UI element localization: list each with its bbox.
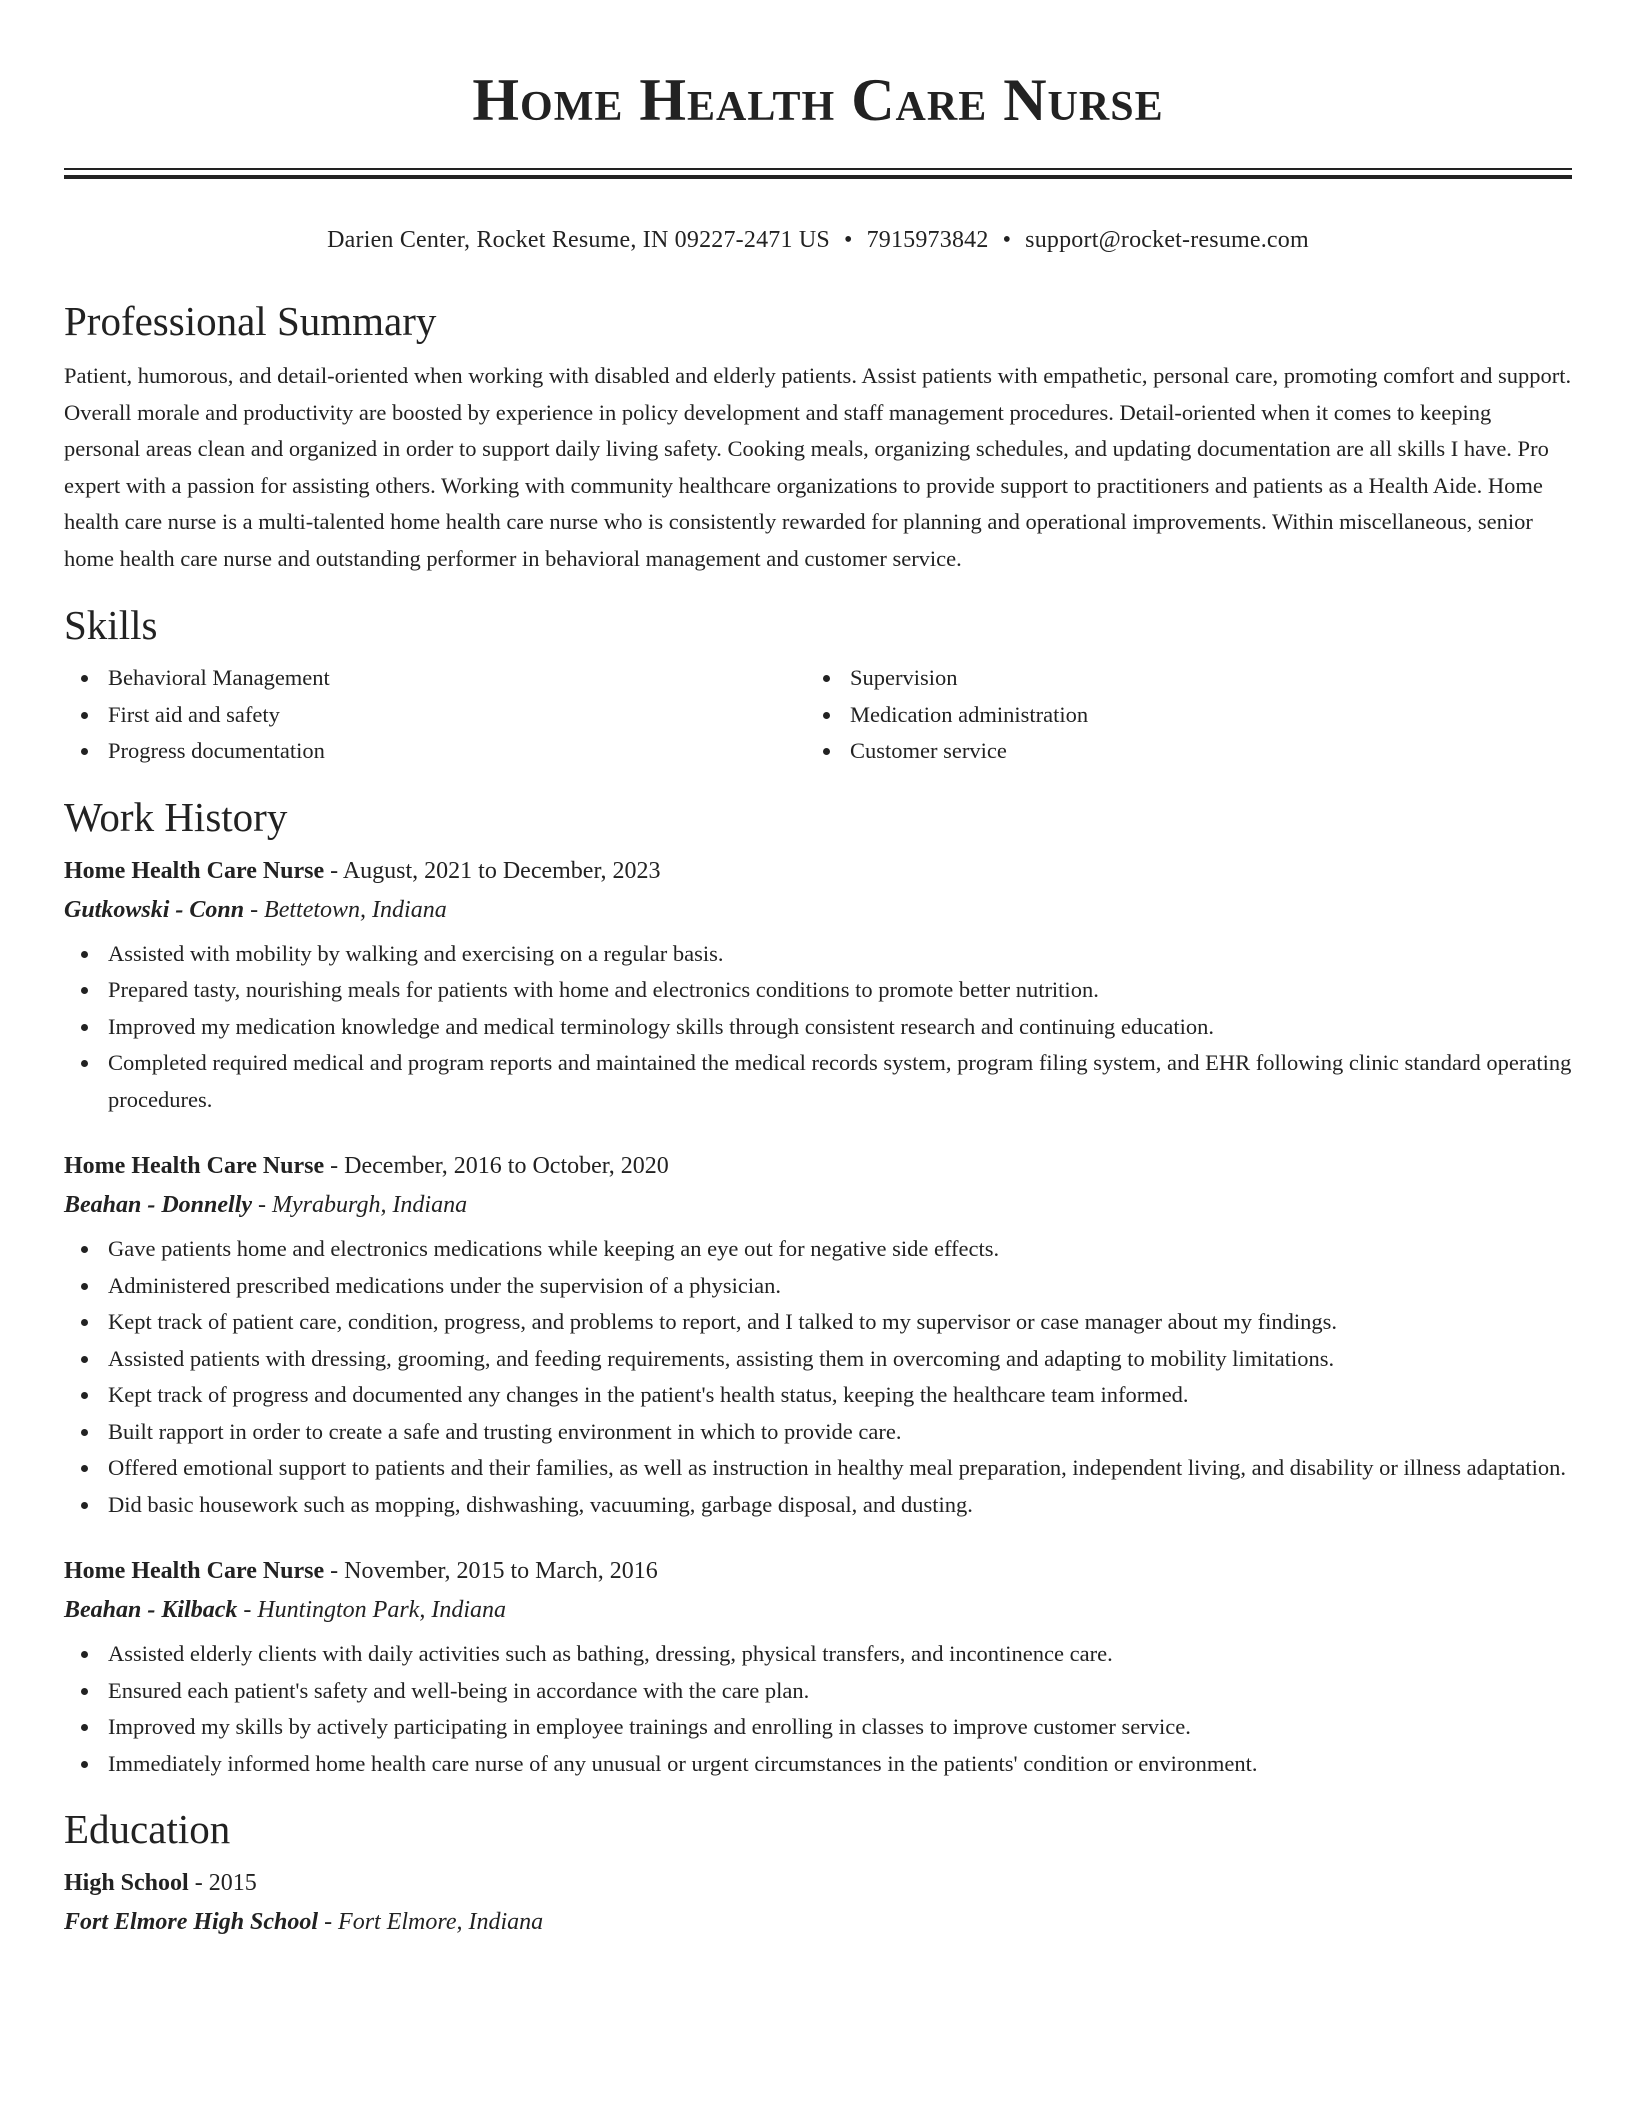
resume-page xyxy=(64,0,1572,1939)
education-entry xyxy=(64,1866,1572,1939)
skills-column-right xyxy=(806,660,1548,770)
education-degree: High School xyxy=(64,1870,189,1896)
education-heading: Education xyxy=(64,1806,231,1852)
job-company: Beahan - Donnelly xyxy=(64,1192,253,1218)
job-bullet: Prepared tasty, nourishing meals for patients with home and electronics conditions to promote better nutrition. xyxy=(64,972,1572,1009)
education-year: - 2015 xyxy=(188,1870,257,1896)
summary-heading: Professional Summary xyxy=(64,298,437,344)
job-bullet: Assisted with mobility by walking and exercising on a regular basis. xyxy=(64,936,1572,973)
job-title-line xyxy=(64,854,1572,888)
job-title: Home Health Care Nurse xyxy=(64,1558,325,1584)
resume-name: Home Health Care Nurse xyxy=(472,67,1164,133)
job-bullet: Offered emotional support to patients and their families, as well as instruction in healthy meal preparation, independent living, and disability or illness adaptation. xyxy=(64,1450,1572,1487)
work-heading: Work History xyxy=(64,793,288,840)
job-bullet: Assisted elderly clients with daily activities such as bathing, dressing, physical transfers, and incontinence care. xyxy=(64,1636,1572,1673)
job-entry xyxy=(64,1149,1572,1523)
summary-text: Patient, humorous, and detail-oriented when working with disabled and elderly patients. Assist patients with empathetic, personal care, promoting comfort and support. Overall morale and productivity are boosted by experience in policy development and staff management procedures. Detail-oriented when it comes to keeping personal areas clean and organized in order to support daily living safety. Cooking meals, organizing schedules, and updating documentation are all skills I have. Pro expert with a passion for assisting others. Working with community healthcare organizations to provide support to practitioners and patients as a Health Aide. Home health care nurse is a multi-talented home health care nurse who is consistently rewarded for planning and operational improvements. Within miscellaneous, senior home health care nurse and outstanding performer in behavioral management and customer service. xyxy=(64,363,1572,571)
job-dates: - August, 2021 to December, 2023 xyxy=(324,857,661,884)
job-location: - Bettetown, Indiana xyxy=(244,896,447,923)
skills-list xyxy=(64,660,1572,770)
job-bullet: Improved my skills by actively participating in employee trainings and enrolling in classes to improve customer service. xyxy=(64,1709,1572,1746)
job-title-line xyxy=(64,1554,1572,1588)
job-company: Gutkowski - Conn xyxy=(64,896,245,923)
job-bullet: Built rapport in order to create a safe and trusting environment in which to provide care. xyxy=(64,1414,1572,1451)
job-location: - Myraburgh, Indiana xyxy=(252,1192,468,1218)
skill-item: Progress documentation xyxy=(64,733,806,770)
job-bullets xyxy=(64,936,1572,1119)
education-location: - Fort Elmore, Indiana xyxy=(318,1909,544,1935)
job-bullets xyxy=(64,1636,1572,1782)
skill-item: Customer service xyxy=(806,733,1548,770)
job-bullet: Kept track of patient care, condition, progress, and problems to report, and I talked to my supervisor or case manager about my findings. xyxy=(64,1304,1572,1341)
skill-item: Behavioral Management xyxy=(64,660,806,697)
job-bullet: Kept track of progress and documented any changes in the patient's health status, keeping the healthcare team informed. xyxy=(64,1377,1572,1414)
job-bullet: Improved my medication knowledge and medical terminology skills through consistent research and continuing education. xyxy=(64,1009,1572,1046)
education-title-line xyxy=(64,1866,1572,1900)
contact-separator: • xyxy=(1002,227,1012,253)
divider-thick-line xyxy=(64,175,1572,179)
skills-column-left xyxy=(64,660,806,770)
job-company-line xyxy=(64,1593,1572,1627)
education-school: Fort Elmore High School xyxy=(64,1909,319,1935)
job-entry xyxy=(64,854,1572,1119)
contact-phone: 7915973842 xyxy=(866,227,989,253)
job-dates: - November, 2015 to March, 2016 xyxy=(324,1558,658,1584)
skills-heading: Skills xyxy=(64,602,158,648)
education-school-line xyxy=(64,1905,1572,1939)
job-bullet: Did basic housework such as mopping, dishwashing, vacuuming, garbage disposal, and dusting. xyxy=(64,1487,1572,1524)
job-company: Beahan - Kilback xyxy=(64,1597,238,1623)
job-bullet: Ensured each patient's safety and well-being in accordance with the care plan. xyxy=(64,1673,1572,1710)
job-company-line xyxy=(64,893,1572,927)
job-bullets xyxy=(64,1231,1572,1523)
skill-item: Medication administration xyxy=(806,697,1548,734)
job-title: Home Health Care Nurse xyxy=(64,1153,325,1179)
job-bullet: Immediately informed home health care nurse of any unusual or urgent circumstances in the patients' condition or environment. xyxy=(64,1746,1572,1783)
contact-email: support@rocket-resume.com xyxy=(1025,227,1309,253)
contact-address: Darien Center, Rocket Resume, IN 09227-2471 US xyxy=(327,227,830,253)
divider-thin-line xyxy=(64,168,1572,170)
job-company-line xyxy=(64,1188,1572,1222)
header-divider xyxy=(64,168,1572,182)
job-title: Home Health Care Nurse xyxy=(64,857,325,884)
contact-separator: • xyxy=(843,227,853,253)
job-bullet: Completed required medical and program reports and maintained the medical records system, program filing system, and EHR following clinic standard operating procedures. xyxy=(64,1045,1572,1118)
skill-item: First aid and safety xyxy=(64,697,806,734)
job-bullet: Administered prescribed medications under the supervision of a physician. xyxy=(64,1268,1572,1305)
job-bullet: Assisted patients with dressing, grooming, and feeding requirements, assisting them in overcoming and adapting to mobility limitations. xyxy=(64,1341,1572,1378)
contact-line xyxy=(64,224,1572,256)
job-dates: - December, 2016 to October, 2020 xyxy=(324,1153,669,1179)
job-title-line xyxy=(64,1149,1572,1183)
skill-item: Supervision xyxy=(806,660,1548,697)
job-entry xyxy=(64,1554,1572,1782)
job-bullet: Gave patients home and electronics medications while keeping an eye out for negative side effects. xyxy=(64,1231,1572,1268)
job-location: - Huntington Park, Indiana xyxy=(237,1597,506,1623)
